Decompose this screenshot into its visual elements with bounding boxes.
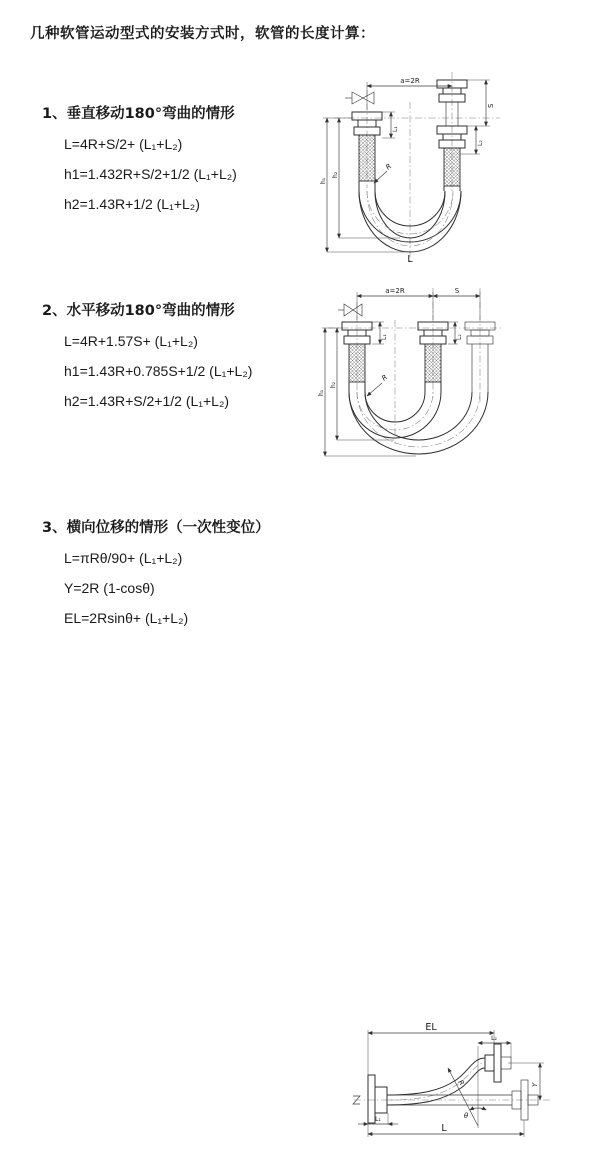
radius-callout (367, 373, 389, 396)
valve-icon (338, 304, 362, 316)
dim-L (368, 1120, 524, 1137)
dim-label-a2R: a=2R (385, 287, 405, 295)
dim-Y (508, 1063, 544, 1100)
formula-list (64, 136, 237, 226)
formula-line: h1=1.432R+S/2+1/2 (L₁+L₂) (64, 166, 237, 182)
radius-callout (374, 162, 393, 183)
valve-icon (345, 92, 374, 104)
dim-h1 (318, 328, 416, 456)
dim-label-L: L (407, 254, 413, 265)
dim-label-S: S (487, 103, 495, 108)
dim-label-L2: L₂ (491, 1035, 497, 1042)
dim-label-L1: L₁ (381, 334, 388, 340)
formula-line: L=πRθ/90+ (L₁+L₂) (64, 550, 183, 566)
dim-label-L: L (441, 1123, 447, 1134)
diagram-horizontal-180-bend (300, 280, 600, 468)
dim-L1 (372, 322, 388, 344)
dim-label-EL: EL (425, 1022, 437, 1033)
angle-theta (464, 1108, 486, 1120)
formula-line: h2=1.43R+S/2+1/2 (L₁+L₂) (64, 393, 230, 409)
dim-label-h1: h₁ (318, 389, 325, 396)
dim-L2 (448, 322, 463, 344)
section-lateral-displacement (42, 516, 539, 1134)
dim-label-Y: Y (531, 1082, 539, 1087)
formula-line: h1=1.43R+0.785S+1/2 (L₁+L₂) (64, 363, 253, 379)
formula-list (64, 333, 252, 423)
dim-label-L1: L₁ (375, 1116, 381, 1123)
centerline (353, 1096, 550, 1104)
dim-label-theta: θ (463, 1112, 469, 1120)
hose-u-bends (349, 382, 488, 454)
displaced-flange (485, 1044, 511, 1082)
page-title: 几种软管运动型式的安装方式时，软管的长度计算： (30, 26, 375, 42)
hose-s-curve (387, 1058, 485, 1105)
dim-label-a2R: a=2R (400, 77, 420, 85)
section-heading: 2、水平移动180°弯曲的情形 (42, 303, 235, 319)
section-vertical-move (42, 102, 237, 226)
formula-list (64, 550, 270, 640)
diagram-lateral-displacement (344, 1018, 600, 1170)
dim-S (467, 80, 495, 126)
dim-EL (368, 1022, 494, 1075)
dim-label-R: R (384, 162, 394, 172)
dim-label-h2: h₂ (330, 381, 337, 388)
formula-line: EL=2Rsinθ+ (L₁+L₂) (64, 610, 189, 626)
dim-label-h2: h₂ (332, 171, 339, 178)
dim-label-S: S (454, 287, 460, 295)
formula-line: Y=2R (1-cosθ) (64, 580, 155, 596)
dim-label-R: R (380, 373, 390, 383)
dim-label-L2: L₂ (477, 140, 484, 146)
dim-L1 (382, 112, 399, 138)
formula-line: L=4R+S/2+ (L₁+L₂) (64, 136, 183, 152)
section-horizontal-move (42, 299, 252, 423)
dim-label-L2: L₂ (456, 334, 463, 340)
formula-line: L=4R+1.57S+ (L₁+L₂) (64, 333, 198, 349)
diagram-vertical-180-bend (300, 66, 600, 265)
section-heading: 1、垂直移动180°弯曲的情形 (42, 106, 235, 122)
dim-label-L1: L₁ (392, 126, 399, 132)
dim-label-h1: h₁ (320, 177, 327, 184)
dim-a2R (357, 287, 480, 320)
section-heading: 3、横向位移的情形（一次性变位） (42, 520, 270, 536)
dim-label-R: R (456, 1078, 466, 1088)
dim-L1 (358, 1113, 398, 1124)
formula-line: h2=1.43R+1/2 (L₁+L₂) (64, 196, 200, 212)
dim-S (433, 287, 480, 296)
